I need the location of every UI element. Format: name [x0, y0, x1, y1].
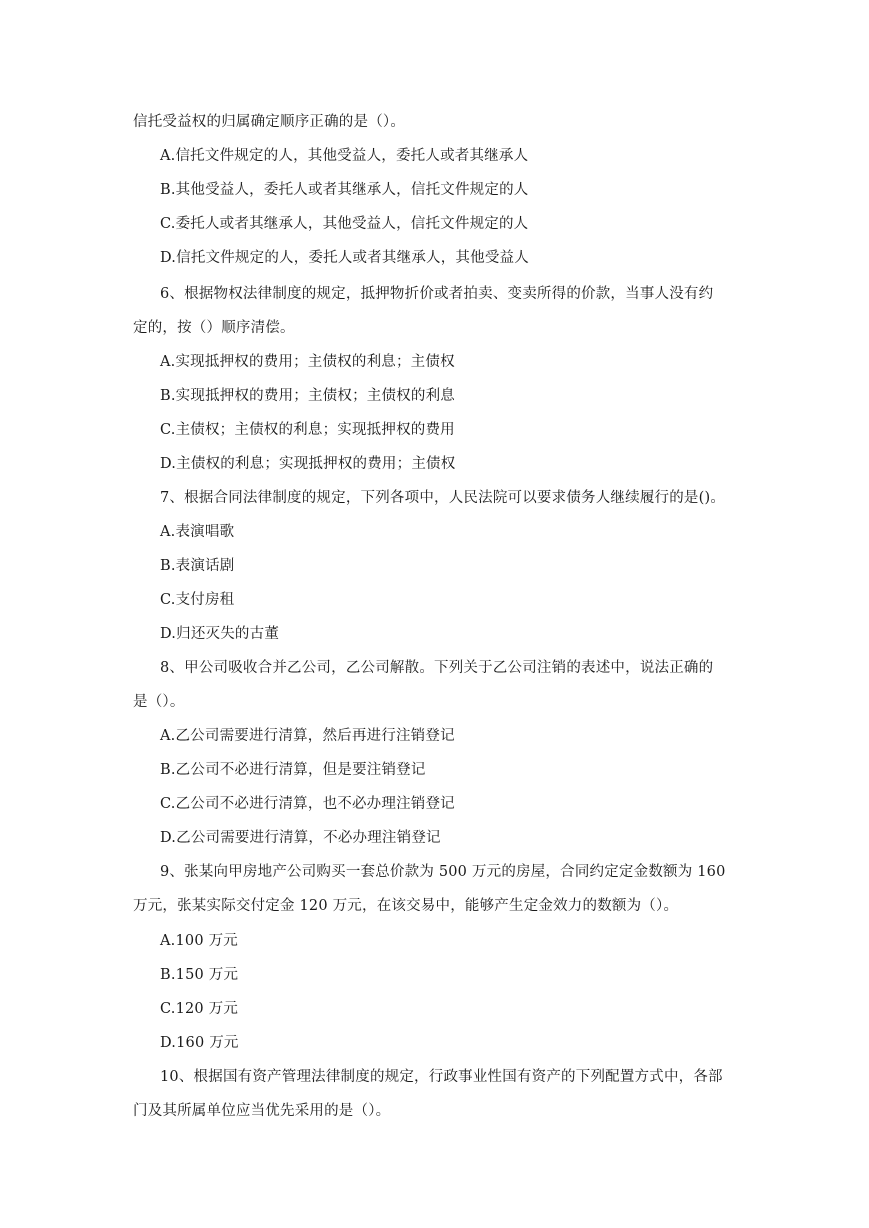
question-6-option-a: A.实现抵押权的费用；主债权的利息；主债权 — [160, 354, 455, 370]
question-10-stem-line-2: 门及其所属单位应当优先采用的是（）。 — [133, 1103, 391, 1119]
question-7-option-a: A.表演唱歌 — [160, 524, 235, 540]
question-6-option-c: C.主债权；主债权的利息；实现抵押权的费用 — [160, 422, 455, 438]
question-7-option-b: B.表演话剧 — [160, 558, 235, 574]
question-9-option-a: A.100 万元 — [160, 933, 238, 949]
question-9-stem-line-2: 万元，张某实际交付定金 120 万元，在该交易中，能够产生定金效力的数额为（）。 — [133, 898, 679, 914]
question-9-option-c: C.120 万元 — [160, 1001, 239, 1017]
question-5-option-d: D.信托文件规定的人，委托人或者其继承人，其他受益人 — [160, 250, 529, 266]
question-5-stem-continuation: 信托受益权的归属确定顺序正确的是（）。 — [133, 114, 406, 130]
question-6-option-d: D.主债权的利息；实现抵押权的费用；主债权 — [160, 456, 456, 472]
question-6-stem-line-1: 6、根据物权法律制度的规定，抵押物折价或者拍卖、变卖所得的价款，当事人没有约 — [160, 286, 714, 302]
question-9-option-b: B.150 万元 — [160, 967, 239, 983]
question-8-option-d: D.乙公司需要进行清算，不必办理注销登记 — [160, 830, 441, 846]
question-6-stem-line-2: 定的，按（）顺序清偿。 — [133, 320, 295, 336]
question-9-option-d: D.160 万元 — [160, 1035, 239, 1051]
question-8-option-c: C.乙公司不必进行清算，也不必办理注销登记 — [160, 796, 455, 812]
question-7-option-d: D.归还灭失的古董 — [160, 626, 280, 642]
question-7-option-c: C.支付房租 — [160, 592, 235, 608]
question-8-option-a: A.乙公司需要进行清算，然后再进行注销登记 — [160, 728, 455, 744]
question-5-option-c: C.委托人或者其继承人，其他受益人，信托文件规定的人 — [160, 216, 529, 232]
question-8-stem-line-2: 是（）。 — [133, 694, 185, 710]
question-8-stem-line-1: 8、甲公司吸收合并乙公司，乙公司解散。下列关于乙公司注销的表述中，说法正确的 — [160, 660, 714, 676]
question-8-option-b: B.乙公司不必进行清算，但是要注销登记 — [160, 762, 426, 778]
question-5-option-b: B.其他受益人，委托人或者其继承人，信托文件规定的人 — [160, 182, 529, 198]
question-10-stem-line-1: 10、根据国有资产管理法律制度的规定，行政事业性国有资产的下列配置方式中，各部 — [160, 1069, 723, 1085]
question-5-option-a: A.信托文件规定的人，其他受益人，委托人或者其继承人 — [160, 148, 529, 164]
question-7-stem: 7、根据合同法律制度的规定，下列各项中，人民法院可以要求债务人继续履行的是()。 — [160, 490, 726, 506]
question-9-stem-line-1: 9、张某向甲房地产公司购买一套总价款为 500 万元的房屋，合同约定定金数额为 160 — [160, 864, 726, 880]
question-6-option-b: B.实现抵押权的费用；主债权；主债权的利息 — [160, 388, 455, 404]
